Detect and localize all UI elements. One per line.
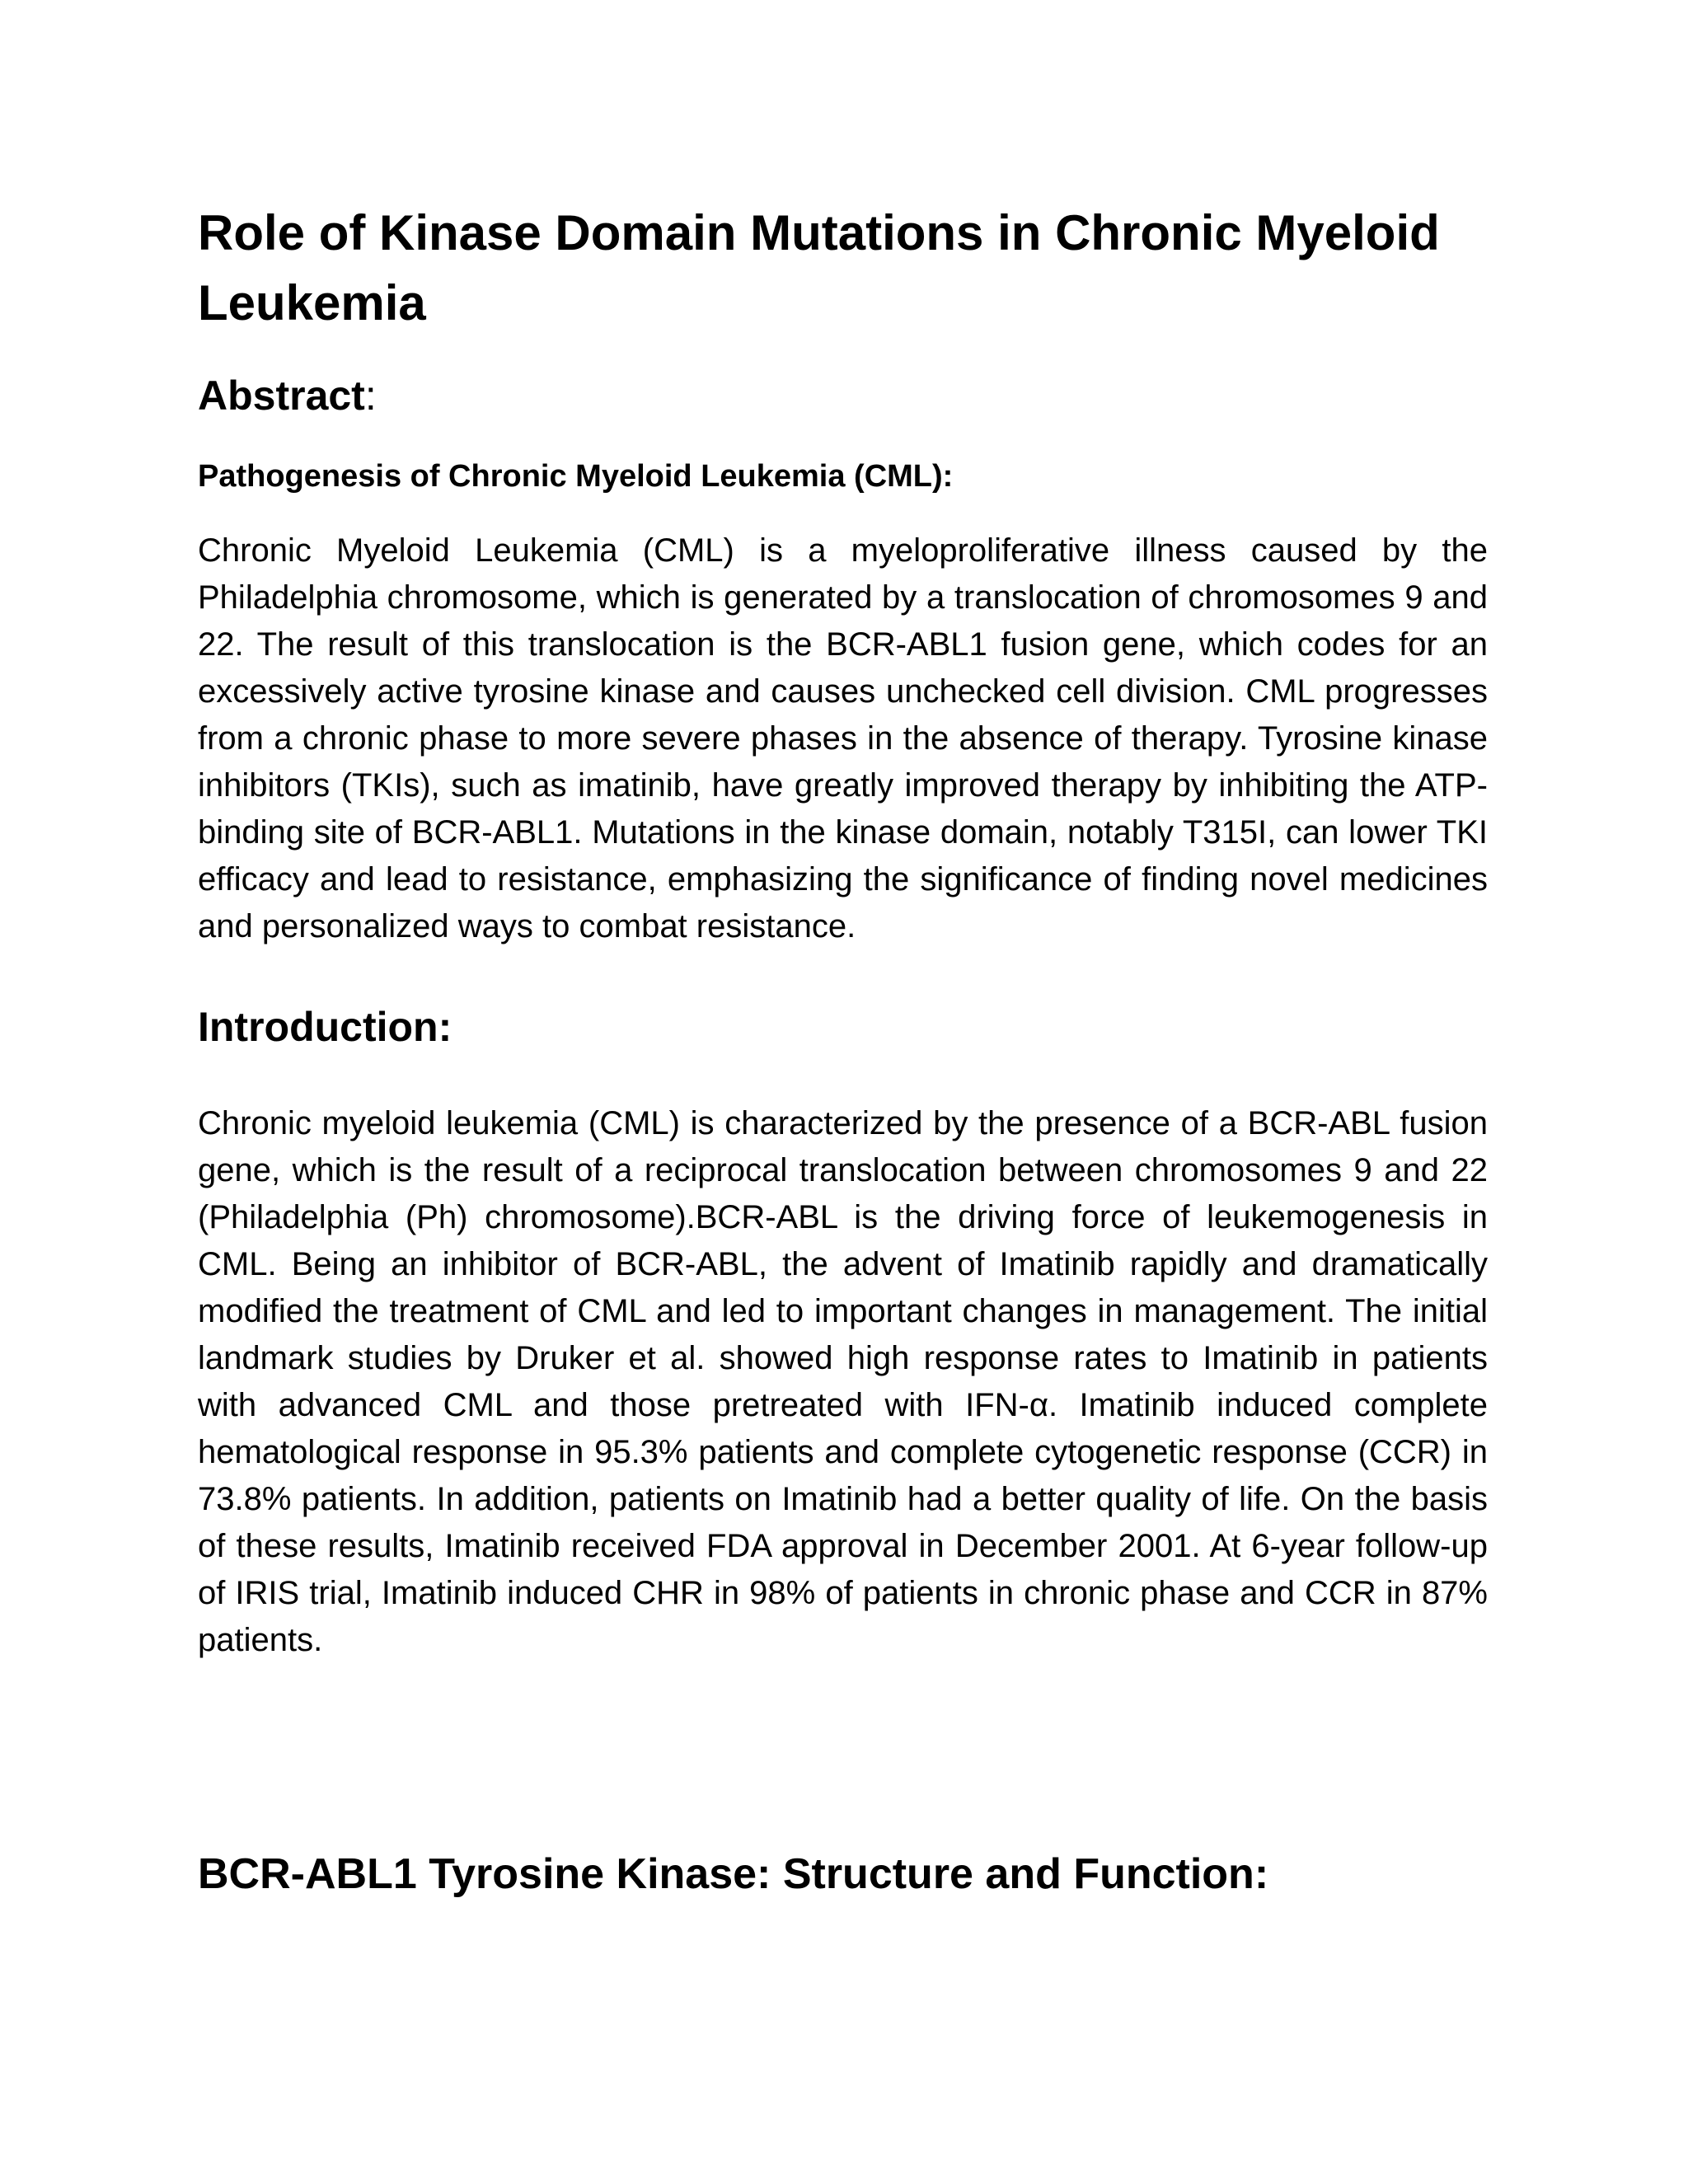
pathogenesis-subheading: Pathogenesis of Chronic Myeloid Leukemia (CML): bbox=[198, 459, 954, 494]
abstract-heading-colon: : bbox=[364, 373, 377, 419]
introduction-heading: Introduction: bbox=[198, 1004, 452, 1050]
bcr-abl1-section-heading: BCR-ABL1 Tyrosine Kinase: Structure and Function: bbox=[198, 1850, 1269, 1898]
document-title: Role of Kinase Domain Mutations in Chronic Myeloid Leukemia bbox=[198, 205, 1440, 330]
abstract-heading bbox=[198, 369, 377, 422]
abstract-paragraph: Chronic Myeloid Leukemia (CML) is a myeloproliferative illness caused by the Philadelphia chromosome, which is generated by a translocation of chromosomes 9 and 22. The result of this translocation is the BCR-ABL1 fusion gene, which codes for an excessively active tyrosine kinase and causes unchecked cell division. CML progresses from a chronic phase to more severe phases in the absence of therapy. Tyrosine kinase inhibitors (TKIs), such as imatinib, have greatly improved therapy by inhibiting the ATP-binding site of BCR-ABL1. Mutations in the kinase domain, notably T315I, can lower TKI efficacy and lead to resistance, emphasizing the significance of finding novel medicines and personalized ways to combat resistance. bbox=[198, 532, 1488, 944]
abstract-heading-text: Abstract bbox=[198, 373, 365, 419]
introduction-paragraph: Chronic myeloid leukemia (CML) is characterized by the presence of a BCR-ABL fusion gene, which is the result of a reciprocal translocation between chromosomes 9 and 22 (Philadelphia (Ph) chromosome).BCR-ABL is the driving force of leukemogenesis in CML. Being an inhibitor of BCR-ABL, the advent of Imatinib rapidly and dramatically modified the treatment of CML and led to important changes in management. The initial landmark studies by Druker et al. showed high response rates to Imatinib in patients with advanced CML and those pretreated with IFN-α. Imatinib induced complete hematological response in 95.3% patients and complete cytogenetic response (CCR) in 73.8% patients. In addition, patients on Imatinib had a better quality of life. On the basis of these results, Imatinib received FDA approval in December 2001. At 6-year follow-up of IRIS trial, Imatinib induced CHR in 98% of patients in chronic phase and CCR in 87% patients. bbox=[198, 1105, 1488, 1658]
